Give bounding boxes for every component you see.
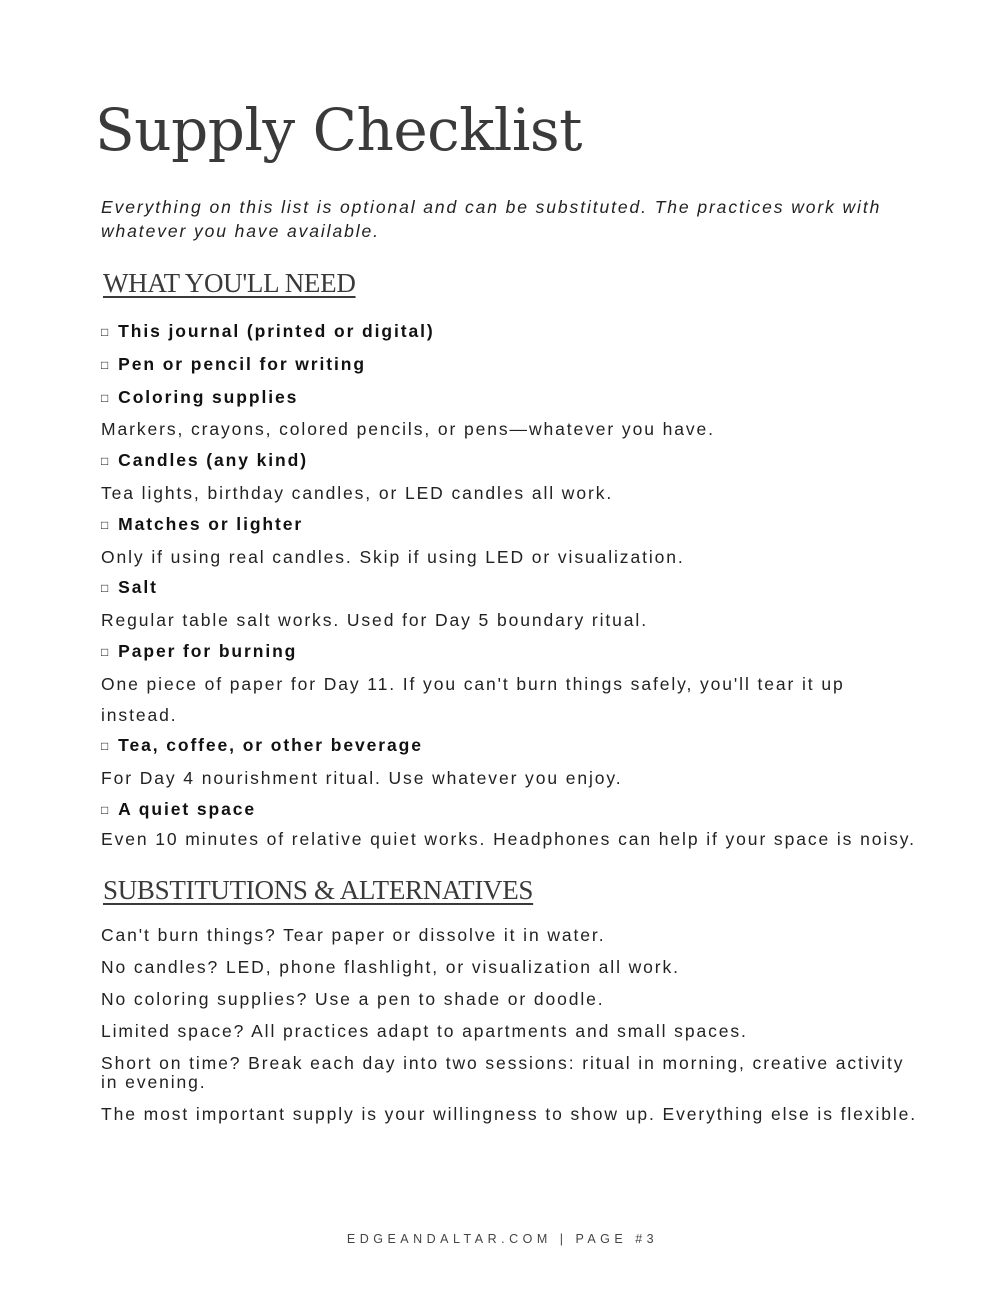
checkbox-icon[interactable]: □ bbox=[101, 739, 111, 754]
checklist-item-description: For Day 4 nourishment ritual. Use whatever you enjoy. bbox=[101, 768, 623, 789]
substitution-line: Limited space? All practices adapt to apartments and small spaces. bbox=[101, 1021, 748, 1041]
substitutions-list bbox=[101, 926, 921, 1137]
checkbox-icon[interactable]: □ bbox=[101, 454, 111, 469]
checkbox-icon[interactable]: □ bbox=[101, 357, 111, 372]
checklist-item-description: Regular table salt works. Used for Day 5 boundary ritual. bbox=[101, 610, 648, 631]
checklist-item-description: Only if using real candles. Skip if using LED or visualization. bbox=[101, 546, 685, 567]
checkbox-icon[interactable]: □ bbox=[101, 325, 111, 339]
section-heading-what-youll-need: WHAT YOU'LL NEED bbox=[103, 268, 356, 298]
section-heading-substitutions: SUBSTITUTIONS & ALTERNATIVES bbox=[103, 875, 534, 905]
checklist-item bbox=[101, 794, 921, 827]
checklist-item-description: Markers, crayons, colored pencils, or pens—whatever you have. bbox=[101, 419, 715, 440]
checklist-item-label: Matches or lighter bbox=[118, 513, 304, 534]
substitution-line: Short on time? Break each day into two sessions: ritual in morning, creative activity in evening. bbox=[101, 1053, 905, 1092]
checklist-item-description: One piece of paper for Day 11. If you can't burn things safely, you'll tear it up instead. bbox=[101, 673, 845, 725]
checklist-item-label: Candles (any kind) bbox=[118, 450, 308, 471]
checklist-item-label: Coloring supplies bbox=[118, 386, 299, 407]
page-title: Supply Checklist bbox=[95, 96, 582, 164]
checklist-item-label: Tea, coffee, or other beverage bbox=[118, 735, 423, 756]
checklist-item bbox=[101, 316, 921, 349]
checklist-item bbox=[101, 636, 921, 669]
checklist-item-label: A quiet space bbox=[118, 798, 256, 819]
checklist-item bbox=[101, 730, 921, 763]
checklist-item bbox=[101, 382, 921, 415]
checkbox-icon[interactable]: □ bbox=[101, 517, 111, 532]
page-footer: EDGEANDALTAR.COM | PAGE #3 bbox=[346, 1232, 659, 1246]
substitution-line: No candles? LED, phone flashlight, or visualization all work. bbox=[101, 957, 680, 977]
checklist-item-description: Tea lights, birthday candles, or LED candles all work. bbox=[101, 482, 614, 503]
checklist-item-label: Pen or pencil for writing bbox=[118, 353, 366, 374]
checklist-item bbox=[101, 572, 921, 605]
checklist-item bbox=[101, 509, 921, 542]
checkbox-icon[interactable]: □ bbox=[101, 581, 111, 596]
supply-checklist bbox=[101, 316, 921, 852]
checklist-item bbox=[101, 445, 921, 478]
substitution-line: No coloring supplies? Use a pen to shade or doodle. bbox=[101, 989, 605, 1009]
checkbox-icon[interactable]: □ bbox=[101, 802, 111, 817]
checklist-item bbox=[101, 349, 921, 382]
checklist-item-description: Even 10 minutes of relative quiet works. Headphones can help if your space is noisy. bbox=[101, 828, 916, 849]
checkbox-icon[interactable]: □ bbox=[101, 644, 111, 659]
intro-text: Everything on this list is optional and can be substituted. The practices work with whatever you have available. bbox=[101, 197, 882, 241]
checklist-item-label: Salt bbox=[118, 577, 158, 598]
checkbox-icon[interactable]: □ bbox=[101, 390, 111, 405]
substitution-line: The most important supply is your willingness to show up. Everything else is flexible. bbox=[101, 1104, 918, 1124]
checklist-item-label: This journal (printed or digital) bbox=[118, 321, 435, 341]
checklist-item-label: Paper for burning bbox=[118, 640, 298, 661]
substitution-line: Can't burn things? Tear paper or dissolve it in water. bbox=[101, 925, 606, 945]
